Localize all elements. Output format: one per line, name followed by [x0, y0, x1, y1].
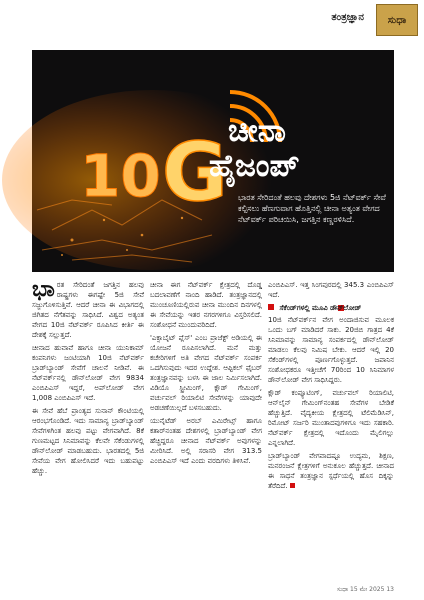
paragraph: ಈ ಸೇವೆ ಹೆಬೆ ಪ್ರಾಂತ್ಯದ ಸುನಾನ್ ಕೌಂಟಿಯಲ್ಲಿ ಆರಂಭಗೊಂಡಿದೆ. ಇದು ಸಾಮಾನ್ಯ ಬ್ರಾಡ್‌ಬ್ಯಾಂಡ್ ಸೇವೆಗಳಿಗಿಂತ ಹಲವು ಪಟ್ಟು ವೇಗವಾಗಿದೆ. 8ಕೆ ಗುಣಮಟ್ಟದ ಸಿನಿಮಾವನ್ನು ಕೆಲವೇ ಸೆಕೆಂಡುಗಳಲ್ಲಿ ಡೌನ್‌ಲೋಡ್ ಮಾಡಬಹುದು. ಭಾರತದಲ್ಲಿ 5ಜಿ ಸೇವೆಯ ವೇಗ ಹೋಲಿಸಿದರೆ ಇದು ಬಹುಪಟ್ಟು ಹೆಚ್ಚು. [32, 407, 144, 475]
author-name: ಶಶಿಕುಮಾರ್ ಸಿ. [348, 303, 391, 312]
article-column-2 [150, 280, 262, 469]
issue-date: ಸುಧಾ 15 ಮೇ 2025 [337, 586, 385, 593]
standfirst: ಭಾರತ ಸೇರಿದಂತೆ ಹಲವು ದೇಶಗಳು 5ಜಿ ನೆಟ್‌ವರ್ಕ್ ಸೇವೆ ಕಲ್ಪಿಸಲು ಹೆಣಗುವಾಗ ಹೊತ್ತಿನಲ್ಲಿ ಚೀನಾ ಅತ್ಯಂತ ವೇಗದ ನೆಟ್‌ವರ್ಕ್ ಪರಿಚಯಿಸಿ, ಜಗತ್ತಿನ ಕಣ್ಣರಳಿಸಿದೆ. [238, 193, 386, 225]
headline-line-2: ಹೈಜಂಪ್ [209, 148, 300, 184]
paragraph: ಕ್ಲೌಡ್ ಕಂಪ್ಯೂಟಿಂಗ್, ವರ್ಚುವಲ್ ರಿಯಾಲಿಟಿ, ಆನ್‌ಲೈನ್ ಗೇಮಿಂಗ್‌ನಂತಹ ಸೇವೆಗಳ ಬೇಡಿಕೆ ಹೆಚ್ಚುತ್ತಿದೆ. ವೈದ್ಯಕೀಯ ಕ್ಷೇತ್ರದಲ್ಲಿ ಟೆಲಿಮೆಡಿಸಿನ್, ರಿಮೋಟ್ ಸರ್ಜರಿ ಮುಂತಾದವುಗಳಿಗೂ ಇದು ಸಹಕಾರಿ. ನೆಟ್‌ವರ್ಕ್ ಕ್ಷೇತ್ರದಲ್ಲಿ ಇದೊಂದು ಮೈಲಿಗಲ್ಲು ಎನ್ನಲಾಗಿದೆ. [268, 389, 394, 447]
paragraph: 'ಎಕ್ಸಾಬೈಟ್ ಪ್ಲೆಸ್' ಎಂಬ ಪ್ರಾಜೆಕ್ಟ್ ಅಡಿಯಲ್ಲಿ ಈ ಯೋಜನೆ ರೂಪಿಸಲಾಗಿದೆ. ಮನೆ ಮತ್ತು ಕಚೇರಿಗಳಿಗೆ ಅತಿ ವೇಗದ ನೆಟ್‌ವರ್ಕ್ ಸಂಪರ್ಕ ಒದಗಿಸುವುದು ಇದರ ಉದ್ದೇಶ. ಆಪ್ಟಿಕಲ್ ಫೈಬರ್ ತಂತ್ರಜ್ಞಾನವನ್ನು ಬಳಸಿ ಈ ಜಾಲ ನಿರ್ಮಿಸಲಾಗಿದೆ. ವಿಡಿಯೊ ಸ್ಟ್ರೀಮಿಂಗ್, ಕ್ಲೌಡ್ ಗೇಮಿಂಗ್, ವರ್ಚುವಲ್ ರಿಯಾಲಿಟಿ ಸೇವೆಗಳನ್ನು ಯಾವುದೇ ಅಡಚಣೆಯಿಲ್ಲದೆ ಬಳಸಬಹುದು. [150, 334, 262, 412]
page-number: 13 [386, 586, 394, 593]
end-mark-icon [290, 483, 295, 488]
section-label: ತಂತ್ರಜ್ಞಾನ [331, 12, 364, 23]
magazine-logo [376, 4, 418, 36]
paragraph: ಎಂಬಿಪಿಎಸ್. ಇತ್ತ ಸಿಂಗಪುರದಲ್ಲಿ 345.3 ಎಂಬಿಪಿಎಸ್ ಇದೆ. [268, 281, 394, 299]
paragraph: ಯುನೈಟೆಡ್ ಅರಬ್ ಎಮಿರೇಟ್ಸ್ ಹಾಗೂ ಕತಾರ್‌ನಂತಹ ದೇಶಗಳಲ್ಲಿ ಬ್ರಾಡ್‌ಬ್ಯಾಂಡ್ ವೇಗ ಹೆಚ್ಚಿದ್ದರೂ ಚೀನಾದ ನೆಟ್‌ವರ್ಕ್ ಅವುಗಳನ್ನು ಮೀರಿಸಿದೆ. ಅಲ್ಲಿ ಸರಾಸರಿ ವೇಗ 313.5 ಎಂಬಿಪಿಎಸ್ ಇದೆ ಎಂದು ವರದಿಗಳು ತಿಳಿಸಿವೆ. [150, 417, 262, 465]
paragraph: ಚೀನಾ ಈಗ ನೆಟ್‌ವರ್ಕ್ ಕ್ಷೇತ್ರದಲ್ಲಿ ದೊಡ್ಡ ಬದಲಾವಣೆಗೆ ನಾಂದಿ ಹಾಡಿದೆ. ತಂತ್ರಜ್ಞಾನದಲ್ಲಿ ಮುಂಚೂಣಿಯಲ್ಲಿರುವ ಚೀನಾ ಮುಂದಿನ ದಿನಗಳಲ್ಲಿ ಈ ಸೇವೆಯನ್ನು ಇತರ ನಗರಗಳಿಗೂ ವಿಸ್ತರಿಸಲಿದೆ. ಸಂಶೋಧನೆ ಮುಂದುವರಿದಿದೆ. [150, 281, 262, 329]
subheading: ಸೆಕೆಂಡ್‌ಗಳಲ್ಲಿ ಮೂವಿ ಡೌನ್‌ಲೋಡ್ [268, 303, 394, 313]
paragraph: ಭಾರತ ಸೇರಿದಂತೆ ಜಗತ್ತಿನ ಹಲವು ರಾಷ್ಟ್ರಗಳು ಈಗಷ್ಟೇ 5ಜಿ ಸೇವೆ ಸಜ್ಜುಗೊಳಿಸುತ್ತಿವೆ. ಆದರೆ ಚೀನಾ ಈ ವಿಭಾಗದಲ್ಲಿ ಜಿಗಿತದ ನೆಗೆತವನ್ನು ಸಾಧಿಸಿದೆ. ವಿಶ್ವದ ಅತ್ಯಂತ ವೇಗದ 10ಜಿ ನೆಟ್‌ವರ್ಕ್ ರೂಪಿಸಿದ ಕೀರ್ತಿ ಈ ದೇಶಕ್ಕೆ ಸಲ್ಲುತ್ತದೆ. [32, 277, 144, 339]
article-column-3 [268, 280, 394, 494]
paragraph: ಬ್ರಾಡ್‌ಬ್ಯಾಂಡ್ ವೇಗವಾದಷ್ಟೂ ಉದ್ಯಮ, ಶಿಕ್ಷಣ, ಮನರಂಜನೆ ಕ್ಷೇತ್ರಗಳಿಗೆ ಅನುಕೂಲ ಹೆಚ್ಚುತ್ತದೆ. ಚೀನಾದ ಈ ಸಾಧನೆ ತಂತ್ರಜ್ಞಾನ ಸ್ಪರ್ಧೆಯಲ್ಲಿ ಹೊಸ ದಿಕ್ಕನ್ನು ತೆರೆದಿದೆ. [268, 452, 394, 490]
subhead-square-icon [268, 304, 274, 310]
logo-text: ಸುಧಾ [387, 14, 407, 26]
hero-g-text: G [162, 126, 228, 219]
headline-line-1: ಚೀನಾ [228, 113, 286, 149]
paragraph: ಚೀನಾದ ಹುವಾವೆ ಹಾಗೂ ಚೀನಾ ಯುನಿಕಾಮ್ ಕಂಪನಿಗಳು ಜಂಟಿಯಾಗಿ 10ಜಿ ನೆಟ್‌ವರ್ಕ್ ಬ್ರಾಡ್‌ಬ್ಯಾಂಡ್ ಸೇವೆಗೆ ಚಾಲನೆ ನೀಡಿವೆ. ಈ ನೆಟ್‌ವರ್ಕ್‌ನಲ್ಲಿ ಡೌನ್‌ಲೋಡ್ ವೇಗ 9834 ಎಂಬಿಪಿಎಸ್ ಇದ್ದರೆ, ಅಪ್‌ಲೋಡ್ ವೇಗ 1,008 ಎಂಬಿಪಿಎಸ್ ಇದೆ. [32, 344, 144, 402]
page-footer [337, 586, 394, 594]
drop-cap: ಭಾ [32, 277, 55, 302]
article-column-1 [32, 277, 144, 479]
paragraph: 10ಜಿ ನೆಟ್‌ವರ್ಕ್‌ನ ವೇಗ ಅಂದಾಜಿಸುವ ಮೂಲಕ ಒಂದು ಬಗ್ ಮಾಡಿದರೆ ಸಾಕು. 20ಜಿಬಿ ಗಾತ್ರದ 4ಕೆ ಸಿನಿಮಾವನ್ನು ಸಾಮಾನ್ಯ ಸಂಪರ್ಕದಲ್ಲಿ ಡೌನ್‌ಲೋಡ್ ಮಾಡಲು ಕೆಲವು ನಿಮಿಷ ಬೇಕು. ಆದರೆ ಇಲ್ಲಿ 20 ಸೆಕೆಂಡ್‌ಗಳಲ್ಲಿ ಪೂರ್ಣಗೊಳ್ಳುತ್ತದೆ. ಜಪಾನಿನ ಸಂಶೋಧಕರೂ ಇತ್ತೀಚೆಗೆ 70ರಿಂದ 10 ಸಿನಿಮಾಗಳ ಡೌನ್‌ಲೋಡ್ ವೇಗ ಸಾಧಿಸಿದ್ದರು. [268, 316, 394, 384]
hero-10-text: 10 [80, 142, 161, 210]
